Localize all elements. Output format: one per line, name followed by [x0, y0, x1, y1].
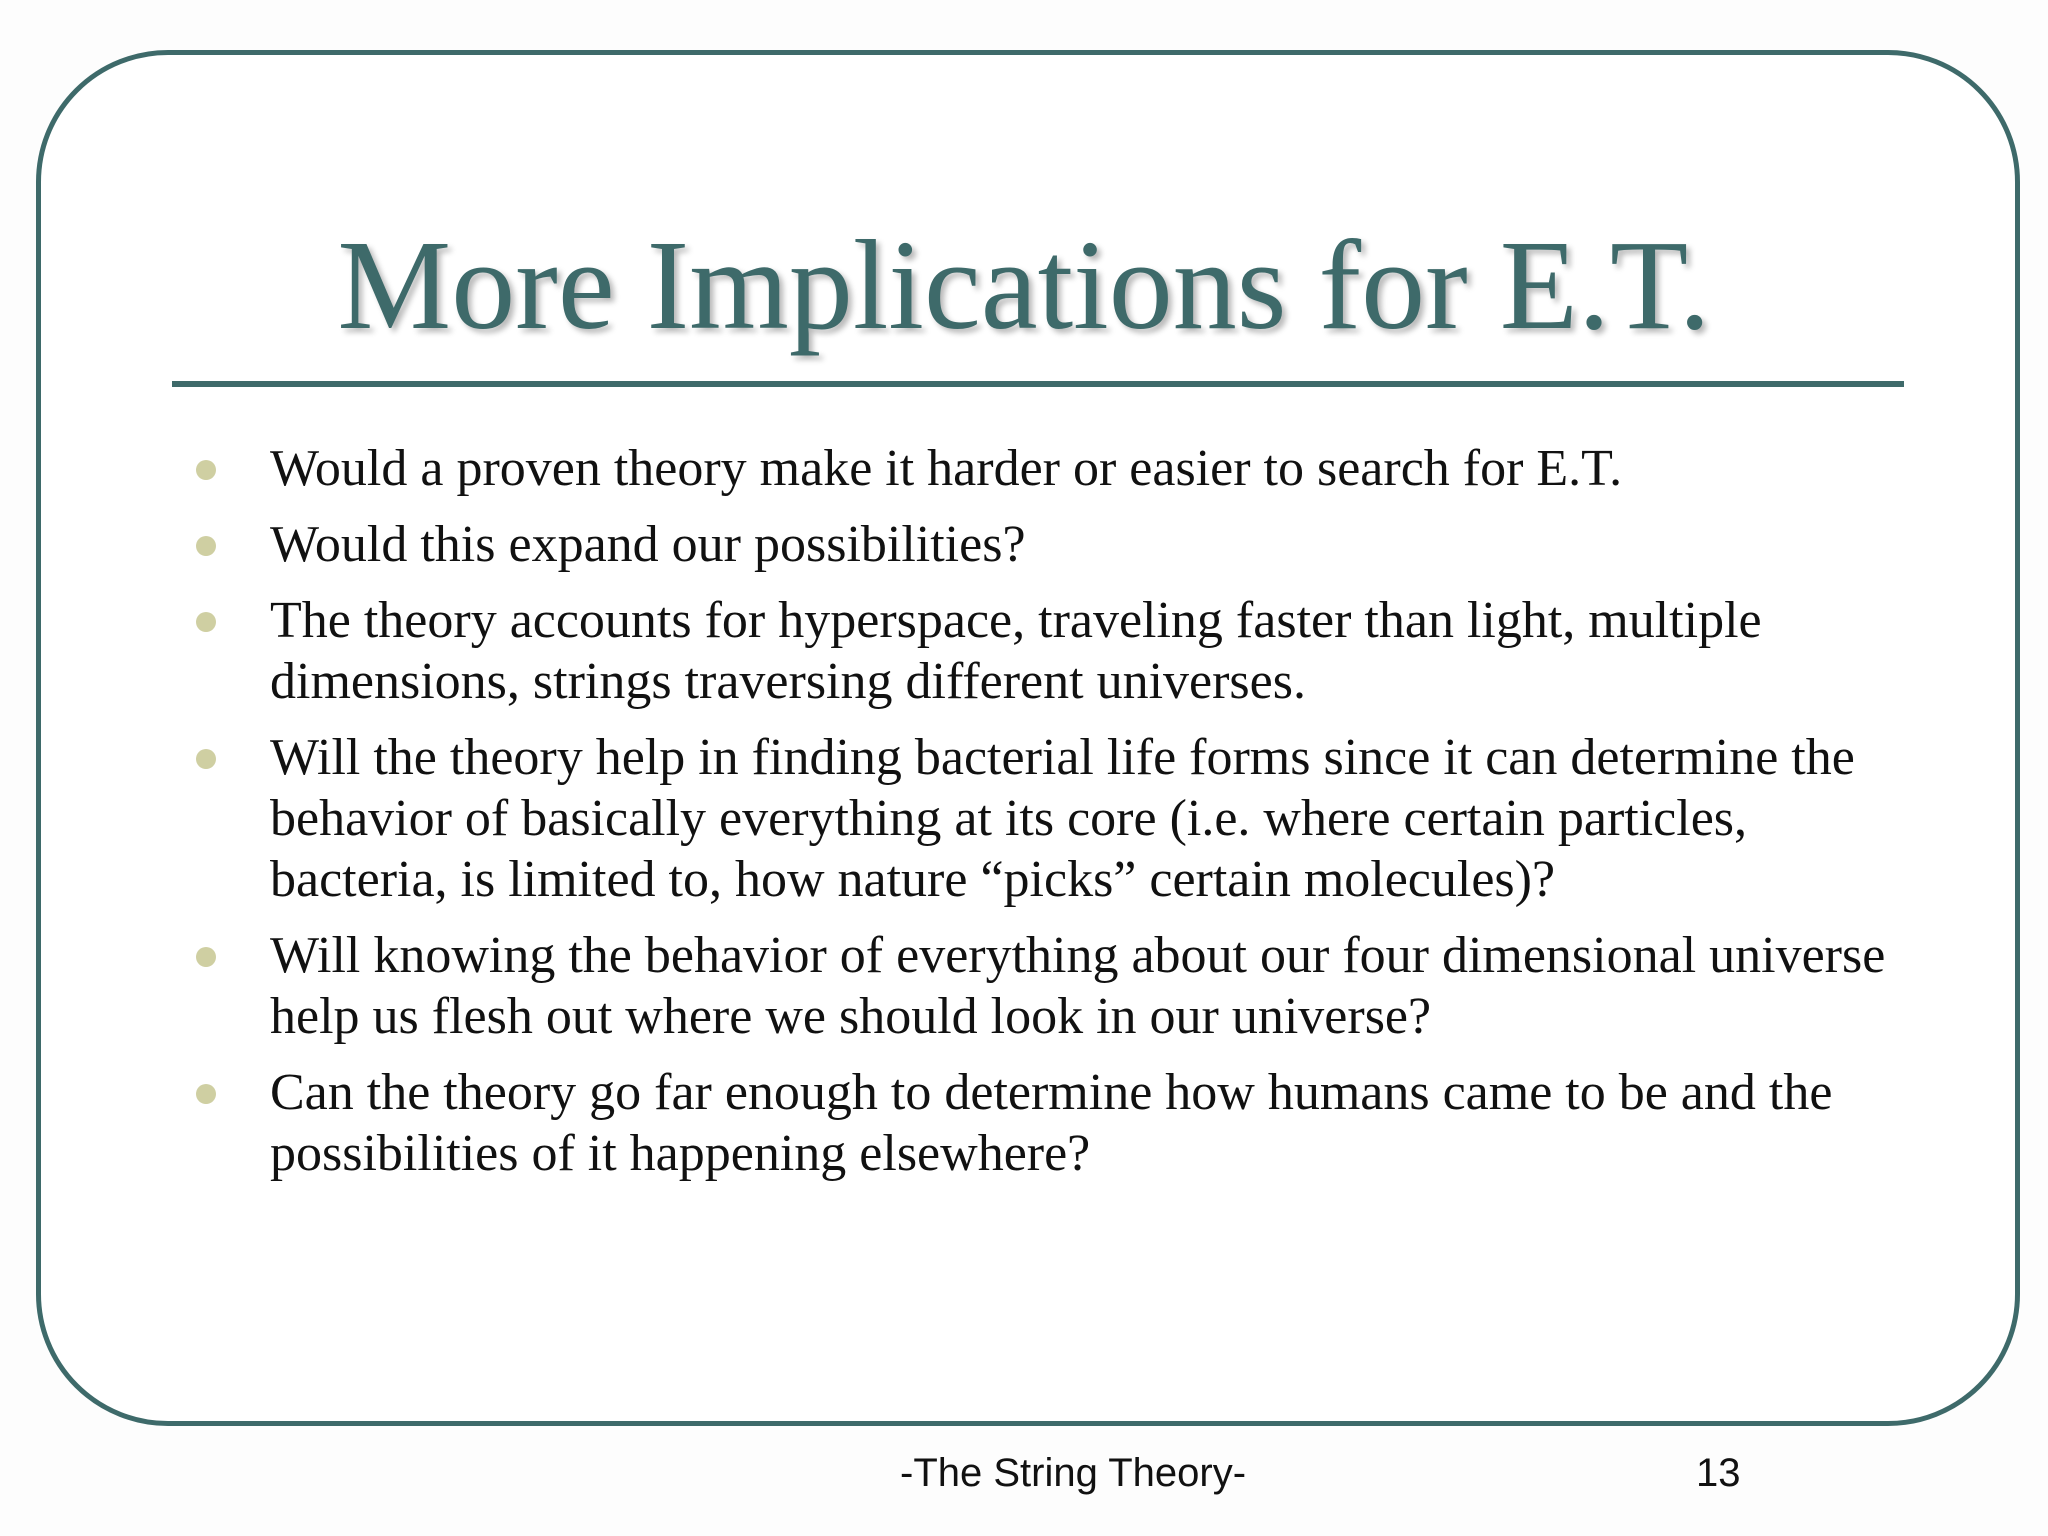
- bullet-dot-icon: [196, 536, 216, 556]
- page-number: 13: [1696, 1451, 1741, 1495]
- bullet-dot-icon: [196, 460, 216, 480]
- bullet-text: Would a proven theory make it harder or easier to search for E.T.: [270, 440, 1623, 497]
- bullet-item: [190, 1062, 1910, 1184]
- bullet-text: The theory accounts for hyperspace, traveling faster than light, multiple dimensions, strings traversing different universes.: [270, 592, 1762, 710]
- title-underline: [172, 381, 1904, 387]
- bullet-dot-icon: [196, 1084, 216, 1104]
- bullet-list: [190, 438, 1910, 1199]
- slide-footer: -The String Theory-: [900, 1451, 1247, 1495]
- bullet-dot-icon: [196, 612, 216, 632]
- bullet-text: Can the theory go far enough to determine how humans came to be and the possibilities of it happening elsewhere?: [270, 1064, 1833, 1182]
- bullet-text: Will the theory help in finding bacterial life forms since it can determine the behavior of basically everything at its core (i.e. where certain particles, bacteria, is limited to, how nature “picks” certain molecules)?: [270, 729, 1855, 908]
- bullet-item: [190, 438, 1910, 499]
- bullet-item: [190, 590, 1910, 712]
- bullet-item: [190, 925, 1910, 1047]
- slide-title: More Implications for E.T.: [337, 214, 1711, 356]
- bullet-dot-icon: [196, 749, 216, 769]
- bullet-text: Would this expand our possibilities?: [270, 516, 1026, 573]
- bullet-text: Will knowing the behavior of everything about our four dimensional universe help us flesh out where we should look in our universe?: [270, 927, 1886, 1045]
- bullet-item: [190, 514, 1910, 575]
- bullet-dot-icon: [196, 947, 216, 967]
- bullet-item: [190, 727, 1910, 910]
